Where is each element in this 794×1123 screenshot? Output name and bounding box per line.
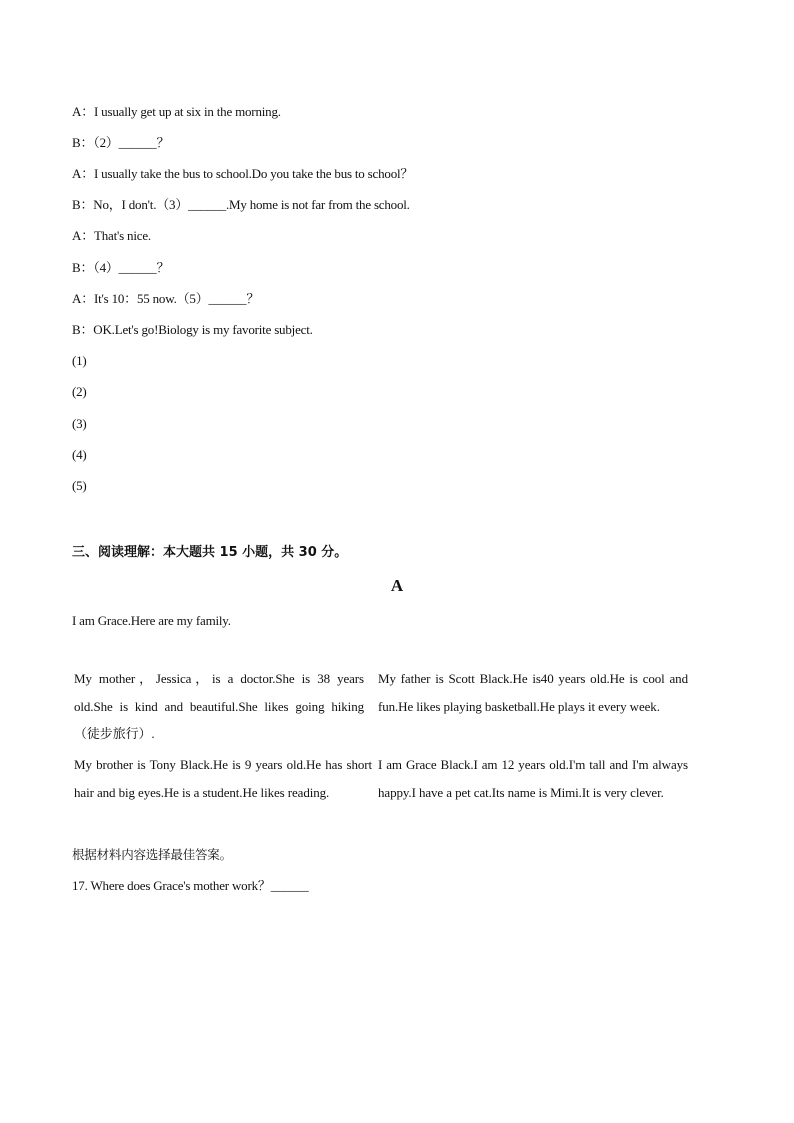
dialogue-line-b2: B：（2）______？ [72, 135, 170, 150]
passage-title: A [390, 576, 404, 595]
dialogue-line-a1: A：I usually get up at six in the morning. [72, 104, 281, 119]
answer-slot-3: (3) [72, 416, 87, 431]
section-heading: 三、阅读理解：本大题共 15 小题，共 30 分。 [72, 545, 348, 560]
answer-slot-4: (4) [72, 447, 87, 462]
answer-slot-2: (2) [72, 384, 87, 399]
dialogue-line-a3: A：That's nice. [72, 228, 151, 243]
dialogue-line-b3: B：No，I don't.（3）______.My home is not far from the school. [72, 197, 410, 212]
answer-slot-1: (1) [72, 353, 87, 368]
instruction-text: 根据材料内容选择最佳答案。 [72, 847, 232, 862]
dialogue-line-a4: A：It's 10：55 now.（5）______？ [72, 291, 260, 306]
dialogue-line-b5: B：OK.Let's go!Biology is my favorite subject. [72, 322, 313, 337]
dialogue-line-b4: B：（4）______？ [72, 260, 170, 275]
table-cell-brother: My brother is Tony Black.He is 9 years old.He has short hair and big eyes.He is a student.He likes reading. [74, 757, 372, 800]
table-cell-grace: I am Grace Black.I am 12 years old.I'm tall and I'm always happy.I have a pet cat.Its name is Mimi.It is very clever. [378, 757, 688, 800]
table-cell-mother: My mother，Jessica，is a doctor.She is 38 years old.She is kind and beautiful.She likes going hiking （徒步旅行）. [74, 671, 364, 741]
answer-slot-5: (5) [72, 478, 87, 493]
table-cell-father: My father is Scott Black.He is40 years old.He is cool and fun.He likes playing basketball.He plays it every week. [378, 671, 688, 714]
question-17: 17. Where does Grace's mother work？______ [72, 878, 309, 893]
passage-intro: I am Grace.Here are my family. [72, 613, 231, 628]
dialogue-line-a2: A：I usually take the bus to school.Do you take the bus to school？ [72, 166, 414, 181]
